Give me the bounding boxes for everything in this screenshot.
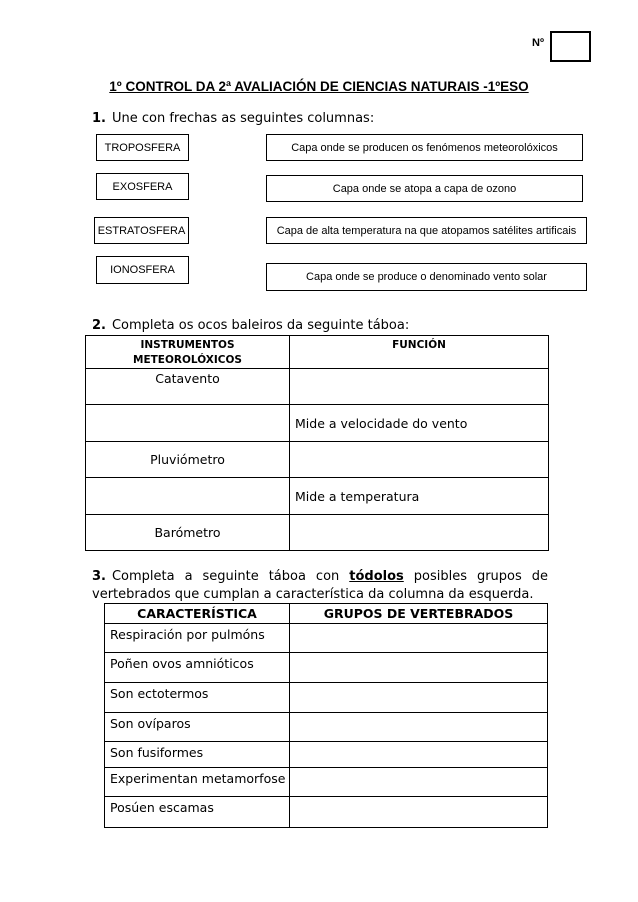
table-row <box>105 742 548 768</box>
q1-number: 1. <box>92 111 106 126</box>
number-box[interactable] <box>550 31 591 62</box>
table-row <box>105 713 548 742</box>
q3-emphasis: tódolos <box>349 569 404 584</box>
function-cell[interactable] <box>290 515 549 551</box>
q3-prompt <box>92 568 548 604</box>
table-row <box>86 405 549 442</box>
q1-left-item[interactable]: ESTRATOSFERA <box>94 217 189 244</box>
characteristic-cell: Experimentan metamorfose <box>105 768 290 797</box>
q1-right-item[interactable]: Capa onde se produce o denominado vento solar <box>266 263 587 291</box>
q3-number: 3. <box>92 569 106 584</box>
answer-cell[interactable] <box>290 683 548 713</box>
answer-cell[interactable] <box>290 797 548 828</box>
q2-number: 2. <box>92 318 106 333</box>
answer-cell[interactable] <box>290 624 548 653</box>
instrument-cell[interactable] <box>86 405 290 442</box>
table-row <box>105 653 548 683</box>
table-row <box>105 797 548 828</box>
q3-text-before: Completa a seguinte táboa con <box>111 569 340 584</box>
q1-right-item[interactable]: Capa de alta temperatura na que atopamos satélites artificais <box>266 217 587 244</box>
header-characteristic: CARACTERÍSTICA <box>105 604 290 624</box>
answer-cell[interactable] <box>290 768 548 797</box>
header-function: FUNCIÓN <box>290 336 549 369</box>
table-row <box>86 442 549 478</box>
instruments-table <box>85 335 549 551</box>
table-row <box>86 369 549 405</box>
characteristic-cell: Son ovíparos <box>105 713 290 742</box>
function-cell[interactable]: Mide a temperatura <box>290 478 549 515</box>
table-header-row <box>105 604 548 624</box>
characteristic-cell: Son ectotermos <box>105 683 290 713</box>
q2-text: Completa os ocos baleiros da seguinte táboa: <box>111 318 410 333</box>
q1-left-item[interactable]: EXOSFERA <box>96 173 189 200</box>
instrument-cell[interactable]: Pluviómetro <box>86 442 290 478</box>
characteristic-cell: Poñen ovos amnióticos <box>105 653 290 683</box>
table-row <box>86 478 549 515</box>
q3-text-after: posibles grupos de vertebrados que cumplan a característica da columna da esquerda. <box>92 569 548 602</box>
table-row <box>105 683 548 713</box>
vertebrates-table <box>104 603 548 828</box>
table-row <box>105 624 548 653</box>
q2-prompt <box>92 318 409 333</box>
q1-prompt <box>92 111 374 126</box>
q1-left-item[interactable]: IONOSFERA <box>96 256 189 284</box>
characteristic-cell: Posúen escamas <box>105 797 290 828</box>
answer-cell[interactable] <box>290 653 548 683</box>
table-header-row <box>86 336 549 369</box>
answer-cell[interactable] <box>290 713 548 742</box>
table-row <box>105 768 548 797</box>
q1-text: Une con frechas as seguintes columnas: <box>111 111 375 126</box>
q1-left-item[interactable]: TROPOSFERA <box>96 134 189 161</box>
answer-cell[interactable] <box>290 742 548 768</box>
characteristic-cell: Respiración por pulmóns <box>105 624 290 653</box>
characteristic-cell: Son fusiformes <box>105 742 290 768</box>
function-cell[interactable] <box>290 369 549 405</box>
table-row <box>86 515 549 551</box>
page-title: 1º CONTROL DA 2ª AVALIACIÓN DE CIENCIAS NATURAIS -1ºESO <box>109 79 529 94</box>
header-vertebrate-groups: GRUPOS DE VERTEBRADOS <box>290 604 548 624</box>
instrument-cell[interactable] <box>86 478 290 515</box>
function-cell[interactable]: Mide a velocidade do vento <box>290 405 549 442</box>
instrument-cell[interactable]: Catavento <box>86 369 290 405</box>
number-label: Nº <box>532 37 544 49</box>
instrument-cell[interactable]: Barómetro <box>86 515 290 551</box>
q1-right-item[interactable]: Capa onde se atopa a capa de ozono <box>266 175 583 202</box>
function-cell[interactable] <box>290 442 549 478</box>
header-instruments: INSTRUMENTOS METEOROLÓXICOS <box>86 336 290 369</box>
q1-right-item[interactable]: Capa onde se producen os fenómenos meteorolóxicos <box>266 134 583 161</box>
